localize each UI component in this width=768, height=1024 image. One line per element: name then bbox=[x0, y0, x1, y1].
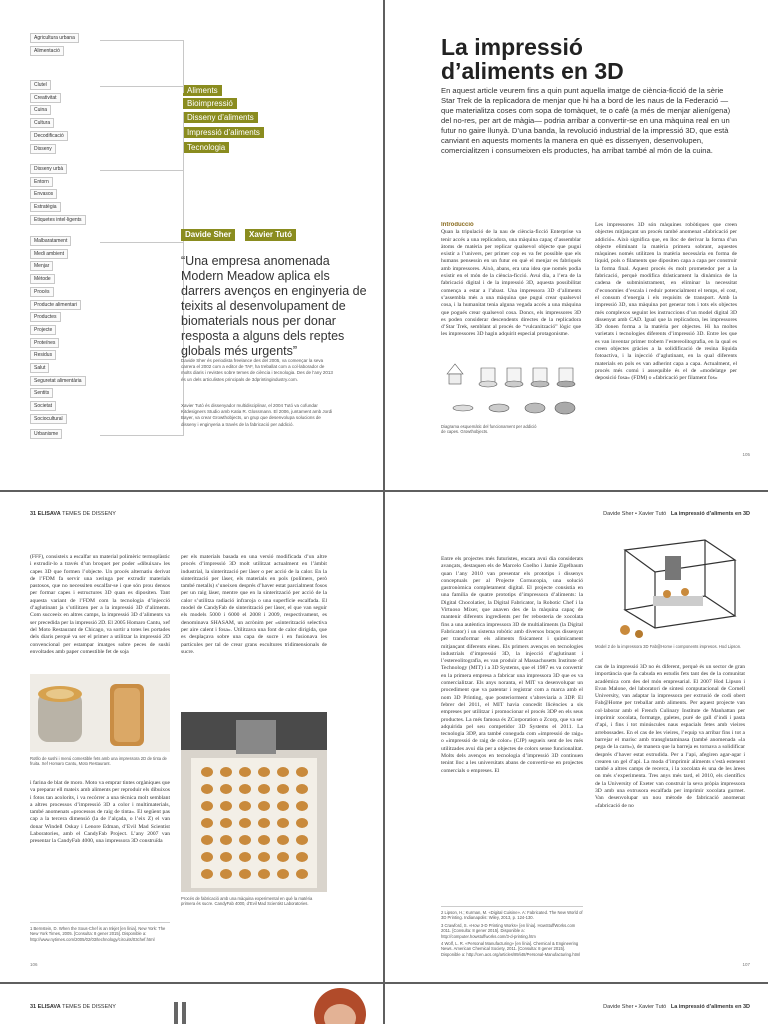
running-head-authors: Davide Sher • Xavier Tutó bbox=[603, 511, 667, 517]
figure-caption-fabathome: Model 2 de la impressora 3D Fab@Home i components impresos. Hod Lipson. bbox=[595, 644, 742, 649]
section-heading: Introducció bbox=[441, 222, 474, 228]
cookie-shape bbox=[296, 869, 308, 879]
cookie-shape bbox=[296, 852, 308, 862]
author-tag-sher: Davide Sher bbox=[181, 229, 235, 241]
figure-caption-candyfab: Procés de fabricació amb una màquina experimental en què la matèria primera és sucre. CandyFab 4000, d’Evil Mad Scientist Laboratories. bbox=[181, 896, 313, 907]
keyword-tag: Societat bbox=[30, 401, 56, 411]
running-head-title: La impressió d’aliments en 3D bbox=[670, 1004, 750, 1010]
body-column-1 bbox=[441, 222, 581, 342]
notes-rule bbox=[441, 906, 583, 907]
page-number: 105 bbox=[742, 452, 750, 457]
cookie-shape bbox=[277, 818, 289, 828]
cookie-shape bbox=[239, 852, 251, 862]
cookie-shape bbox=[220, 818, 232, 828]
cookie-shape bbox=[201, 818, 213, 828]
primary-tag: Disseny d’aliments bbox=[183, 112, 258, 123]
keyword-tag: Medi ambient bbox=[30, 249, 68, 259]
tag-connector bbox=[100, 112, 184, 436]
cookie-shape bbox=[201, 801, 213, 811]
keyword-tag: Productes bbox=[30, 312, 61, 322]
endnote: 4 Wolf, L. R. «Personal Manufacturing» [en línia]. Chemical & Engineering News. American Chemical Society, 2011. [Consulta: 8 gener 2015]. Disponible a: http://cen.acs.org/articles/89/i48/Personal-Manufacturing.html bbox=[441, 941, 581, 957]
author-bio-tuto: Xavier Tutó és dissenyador multidisciplinar, el 2004 Tutó va cofundar Kitdesigners Studio amb Katia R. Glossmann. El 2006, juntament amb Jordi Bayer, va crear Growthobjects, un grup que desenvolupa solucions de disseny i enginyeria a través de la fabricació per addició. bbox=[181, 403, 333, 427]
sushi-photo bbox=[30, 674, 170, 752]
cookie-shape bbox=[258, 767, 270, 777]
body-column-2: per els materials basada en una versió modificada d’un altre procés d’impressió 3D molt utilitzat actualment en l’àmbit industrial, la sinterització per làser o per acció de la calor. En la sinterització per làser, els materials en pols (polímers, però també metalls) s’uneixen després d’haver estat parcialment fosos per un raig làser, mentre que en la sinterització per acció de la calor s’utilitza radiació infraroja o una superfície escalfada. El model de CandyFab de sinterització per làser, el que van seguir els models 5000 i 6000 el 2008 i 2009, respectivament, es denominava SHASAM, un acrònim per «sinterització selectiva per aire calent i fosa». Utilitzava una font de calor dirigida, que es desplaçava sobre una capa de sucre i en fusionava les partícules per tal de crear grans escultures tridimensionals de sucre. bbox=[181, 554, 327, 655]
cookie-shape bbox=[201, 852, 213, 862]
page-next-right bbox=[385, 984, 768, 1024]
running-head-authors: Davide Sher • Xavier Tutó bbox=[603, 1004, 667, 1010]
primary-tag: Bioimpressió bbox=[183, 98, 237, 109]
photo-fragment bbox=[170, 1002, 200, 1024]
running-head-title: La impressió d’aliments en 3D bbox=[670, 511, 750, 517]
cookie-shape bbox=[201, 869, 213, 879]
running-head-section: TEMES DE DISSENY bbox=[62, 511, 116, 517]
page-right-bottom bbox=[385, 492, 768, 982]
keyword-tag: Seguretat alimentària bbox=[30, 376, 86, 386]
body-column-3: i farina de blat de moro. Moto va emprar tintes orgàniques que va preparar ell mateix amb aliments per reproduir els dibuixos i fotos tan acolorits, i va recórrer a una tècnica molt semblant a altres processos d’impressió 3D a color i multimaterials, també anomenats «processos de raig de tinta». El següent pas cap a la tercera dimensió (la de l’alçada, o l’eix Z) el van donar Windell Oskay i Lenore Edman, d’Evil Mad Scientist Laboratories, amb el CandyFab Project. L’any 2007 van presentar la CandyFab 4000, una impressora 3D construïda bbox=[30, 780, 170, 845]
candyfab-photo bbox=[181, 712, 327, 892]
keyword-tag: Proteïnes bbox=[30, 338, 59, 348]
keyword-tag: Residus bbox=[30, 350, 56, 360]
lead-paragraph: En aquest article veurem fins a quin punt aquella imatge de ciència-ficció de la sèrie Star Trek de la replicadora de menjar que hi ha a bord de les naus de la Federació —que materialitza coses com sopa de tomàquet, te o cafè (a més de menjar alienígena) del no-res, per art de màgia— podria arribar a convertir-se en una màquina real en un futur no gaire llunyà. D’una banda, la revolució industrial de la impressió 3D, que està canviant en aquests moments la manera en què es dissenyen, desenvolupen, comercialitzen i consumeixen els productes, ha arribat també al món de la cuina. bbox=[441, 86, 731, 155]
body-column-2: Les impressores 3D són màquines robòtiques que creen objectes mitjançant un procés també anomenat «fabricació per addició». Això significa que, en lloc de derivar la forma d’un objecte eliminant la matèria primera sobrant, aquestes màquines només utilitzen la matèria necessària en forma de líquid, pols o filaments que dipositen capa a capa per construir la forma final. Aquest procés és molt prometedor per a la fabricació, perquè modifica dràsticament la dinàmica de la cadena de subministrament, en eliminar la necessitat d’economies d’escala i reduir potencialment el temps, el cost, el consum d’energia i els requisits de transport. Amb la impressió 3D, una màquina pot generar tots i tots els objectes més complexos seguint les instruccions d’un model digital 3D dissenyat amb CAD. Igual que la replicadora, les impressores 3D donen forma a la matèria per objectes. Hi ha moltes varietats i tecnologies diferents d’impressió 3D. Entre les que es van inventar primer trobem l’estereolitografia, en la qual es creen objectes gràcies a la solidificació de resina líquida fotoactiva, i la injecció d’aglutinant, en la qual diferents materials en pols es van adherint capa a capa. Actualment, el procés més comú i assequible és el de «modelatge per deposició fosa» (FDM) o «fabricació per filament fos» bbox=[595, 222, 737, 382]
cookie-shape bbox=[220, 852, 232, 862]
cookie-shape bbox=[239, 801, 251, 811]
cookie-shape bbox=[277, 852, 289, 862]
running-head bbox=[30, 1004, 116, 1010]
keyword-tag: Cultura bbox=[30, 118, 54, 128]
page-number: 107 bbox=[742, 962, 750, 967]
keyword-tag: Cuina bbox=[30, 105, 51, 115]
primary-tag: Tecnologia bbox=[183, 142, 229, 153]
cookie-shape bbox=[220, 869, 232, 879]
cookie-shape bbox=[296, 767, 308, 777]
keyword-tag: Entorn bbox=[30, 177, 53, 187]
keyword-tag: Producte alimentari bbox=[30, 300, 81, 310]
endnote: 2 Lipson, H.; Kurman, M. «Digital Cuisine». A: Fabricated. The New World of 3D Printing. Indianapolis: Wiley, 2013, p. 124-130. bbox=[441, 910, 583, 921]
cookie-shape bbox=[277, 784, 289, 794]
running-head-section: TEMES DE DISSENY bbox=[62, 1004, 116, 1010]
page-next-left bbox=[0, 984, 383, 1024]
cookie-shape bbox=[277, 869, 289, 879]
author-bio-sher: Davide Sher és periodista freelance des del 2005, va començar la seva carrera el 2002 com a editor de TAF, ha treballat com a col·laborador de molts diaris i revistes sobre temes de ciència i tecnologia. Des de l’any 2013 és un dels articulistes principals de 3dprintingindustry.com. bbox=[181, 358, 333, 382]
keyword-tag: Clutel bbox=[30, 80, 51, 90]
page-right-top bbox=[385, 0, 768, 490]
cookie-shape bbox=[239, 835, 251, 845]
cookie-shape bbox=[296, 784, 308, 794]
cookie-shape bbox=[239, 818, 251, 828]
cookie-shape bbox=[258, 818, 270, 828]
cookie-shape bbox=[239, 767, 251, 777]
cookie-shape bbox=[201, 784, 213, 794]
cookie-shape bbox=[258, 869, 270, 879]
keyword-tag: Procés bbox=[30, 287, 54, 297]
cookie-shape bbox=[258, 835, 270, 845]
keyword-tag: Urbanisme bbox=[30, 429, 62, 439]
cookie-shape bbox=[201, 767, 213, 777]
title-line-1: La impressió bbox=[441, 34, 583, 60]
keyword-tag: Creativitat bbox=[30, 93, 61, 103]
cookie-shape bbox=[258, 852, 270, 862]
body-column-2: cas de la impressió 3D no és diferent, perquè és un sector de gran importància que fa cabuda en estudis fets tant des de la comunitat acadèmica com des del món empresarial. El 2007 Hod Lipson i Evan Malone, del laboratori de síntesi computacional de Cornell University, van adaptar la impressora per extrusió de codi obert Fab@Home per treballar amb aliments. Per aquest projecte van col·laborar amb el French Culinary Institute de Manhattan per imprimir xocolata, formatge, galetes, puré de gall d’indi i pasta d’api, i fins i tot minúscules naus espacials fetes amb vieires arrebossades. En el cas de les vieires, l’equip va arribar fins i tot a barrejar el marisc amb transglutaminasa (també anomenada «la pega de la carn»), de manera que la barreja es tornava a solidificar després d’haver estat extrudida. Per a l’api, afegiren agar-agar i crearen un gel d’api. La moda d’imprimir aliments s’està estenent també a altres camps de recerca, i la xocolata és una de les àrees on més s’experimenta. Tres anys més tard, el 2010, els científics de la University of Exeter van construir la seva pròpia impressora 3D amb una extrusora escalfada per imprimir xocolata gurmet. Van desenvolupar un nou mètode de fabricació anomenat «fabricació de no bbox=[595, 664, 745, 809]
keyword-tag: Menjar bbox=[30, 261, 53, 271]
figure-caption-sushi: Rotllo de sushi i menú comestible fets amb una impressora 2D de tinta de fruita. Xef Homaro Cantu, Moto Restaurant. bbox=[30, 756, 167, 767]
keyword-tag: Sociocultural bbox=[30, 414, 67, 424]
article-title bbox=[441, 35, 624, 83]
body-column-1: Entre els projectes més futuristes, encara avui dia considerats avançats, destaquen els de Marcelo Coelho i Jamie Zigelbaum quan l’any 2010 van presentar els prototips i dissenys conceptuals per al Projecte Cornucopia, una solució gastronòmica completament digital. El projecte consistia en una família de quatre prototips d’impressora d’aliments: la Digital Chocolatier, la Digital Fabricator, la Robotic Chef i la Virtuoso Mixer, que anaven des de la màquina capaç de mantenir diferents ingredients per fer rebosteria de xocolata fins a una autèntica impressora 3D de multialiments (la Digital Fabricator) i un sistema robòtic amb diversos braços dissenyat per transformar els aliments físicament i químicament mitjançant diferents eines. Els primers avenços en tecnologies industrials d’impressió 3D, la injecció d’aglutinant i l’estereolitografia, es van produir al Massachusetts Institute of Technology (MIT) i a 3D Systems, que el 1987 es va convertir en la primera empresa a fabricar una impressora 3D que es va comercialitzar. Els anys noranta, el MIT va desenvolupar un procediment que va patentar i registrar com a marca amb el nom 3D Printing, que posteriorment s’abreviaria a 3DP. El febrer del 2011, el MIT havia concedit llicències a sis empreses per utilitzar i promocionar el procés 3DP en els seus productes. La més famosa és ZCorporation o Zcorp, que va ser adquirida pel seu competidor 3D Systems el 2011. La tecnologia 3DP, ara també coneguda com «impressió de raig» o «impressió de raig de color» (CJP) segueix sent de les més utilitzades avui dia per a objectes de colors sense funcionalitat. Molts dels avenços en tecnologia d’impressió 3D continuen tenint lloc a les universitats abans de convertir-se en projectes comercials o empreses. El bbox=[441, 556, 583, 774]
running-head-journal: 31 ELISAVA bbox=[30, 511, 61, 517]
page-left-bottom bbox=[0, 492, 383, 982]
body-text-1: Quan la tripulació de la nau de ciència-ficció Enterprise va tenir accés a una replicadora, una màquina capaç d’assemblar àtoms de matèria per replicar qualsevol objecte que pugui existir a l’univers, per primer cop es va fer possible que els humans pensessin en un futur en què el menjar es fabriqués amb impressores. Això, abans, era una idea que només podia existir en el món de la ciència-ficció. Avui dia, a l’era de la fabricació digital i de la impressió 3D, aquesta possibilitat comença a estar a l’abast. Una impressora 3D d’aliments s’assembla més a una màquina que pugui crear qualsevol cosa, i la humanitat tenia alguna vegada accés a una màquina que pogués crear qualsevol cosa. Doncs, els impressores 3D es poden considerar descendents directes de la replicadora d’Star Trek, semblant al procés de “vulcanització” lògic que les impressores 3D hagin adquirit especial protagonisme. bbox=[441, 229, 581, 338]
cookie-shape bbox=[296, 835, 308, 845]
pull-quote: “Una empresa anomenada Modern Meadow aplica els darrers avenços en enginyeria de teixits al desenvolupament de biomaterials nous per donar resposta a alguns dels reptes globals més urgents” bbox=[181, 254, 367, 358]
endnote: 3 Crawford, S. «How 3-D Printing Works» [en línia]. HowStuffWorks.com 2011. [Consulta: 8 gener 2015]. Disponible a: http://computer.howstuffworks.com/3-d-printing.htm bbox=[441, 922, 576, 939]
cookie-shape bbox=[239, 869, 251, 879]
keyword-tag: Decodificació bbox=[30, 131, 68, 141]
keyword-tag: Mètode bbox=[30, 274, 55, 284]
keyword-tag: Disseny urbà bbox=[30, 164, 67, 174]
endnotes bbox=[441, 910, 583, 959]
running-head bbox=[603, 511, 750, 517]
keyword-tag: Agricultura urbana bbox=[30, 33, 79, 43]
cookie-shape bbox=[220, 835, 232, 845]
primary-tag: Impressió d’aliments bbox=[183, 127, 264, 138]
keyword-tag: Etiquetes intel·ligents bbox=[30, 215, 86, 225]
primary-tag: Aliments bbox=[183, 85, 222, 96]
keyword-tag: Envasos bbox=[30, 189, 57, 199]
footnote: 1 Bernstein, D. When the Sous-Chef is an Inkjet [en línia]. New York: The New York Times, 2005. [Consulta: 8 gener 2015]. Disponible a: http://www.nytimes.com/2005/02/03/technology/circuits/03chef.html bbox=[30, 926, 166, 942]
cookie-shape bbox=[277, 767, 289, 777]
keyword-tag: Sentits bbox=[30, 388, 53, 398]
title-line-2: d’aliments en 3D bbox=[441, 58, 624, 84]
cookie-shape bbox=[296, 801, 308, 811]
portrait-fragment bbox=[300, 984, 370, 1024]
cookie-shape bbox=[277, 801, 289, 811]
author-tag-tuto: Xavier Tutó bbox=[245, 229, 296, 241]
cookie-shape bbox=[258, 784, 270, 794]
keyword-tag: Alimentació bbox=[30, 46, 64, 56]
cookie-shape bbox=[258, 801, 270, 811]
keyword-tag: Salut bbox=[30, 363, 49, 373]
cookie-shape bbox=[277, 835, 289, 845]
cookie-shape bbox=[201, 835, 213, 845]
body-column-1: (FFF), consisteix a escalfar un material polimèric termoplàstic i extrudir-lo a través d’un broquet per poder «dibuixar» les capes 3D que formen l’objecte. Un procés alternatiu derivat de l’FDM fa servir una xeringa per extrudir materials pastosos, que no necessiten escalfar-se i que són prou densos per formar capes i estructures 3D quan es dipositen. Tant aquesta variant de l’FDM com la tecnologia d’injecció d’aglutinant ja s’utilitzen per a la impressió 3D d’aliments. Com succeeix en altres camps, la impressió 3D d’aliments va ser precedida per la impressió 2D. El 2005 Homaro Cantu, xef del Moto Restaurant de Chicago, va sortir a totes les portades dels diaris perquè va ser el primer a utilitzar la impressió 2D convencional per estampar imatges sobre peces de sushi envoltades amb paper comestible fet de soja bbox=[30, 554, 170, 655]
page-left-top bbox=[0, 0, 383, 490]
keyword-tag: Projecte bbox=[30, 325, 56, 335]
running-head bbox=[603, 1004, 750, 1010]
cookie-shape bbox=[220, 801, 232, 811]
keyword-tag: Malbaratament bbox=[30, 236, 71, 246]
fabathome-photo bbox=[595, 530, 745, 640]
footnote-rule bbox=[30, 922, 170, 923]
cookie-shape bbox=[220, 784, 232, 794]
cookie-shape bbox=[220, 767, 232, 777]
keyword-tag: Disseny bbox=[30, 144, 56, 154]
layer-diagram-figure bbox=[441, 350, 581, 420]
running-head-journal: 31 ELISAVA bbox=[30, 1004, 61, 1010]
tag-connector bbox=[100, 86, 184, 93]
running-head bbox=[30, 511, 116, 517]
page-number: 106 bbox=[30, 962, 38, 967]
keyword-tag: Estratègia bbox=[30, 202, 61, 212]
cookie-shape bbox=[296, 818, 308, 828]
cookie-shape bbox=[239, 784, 251, 794]
figure-caption-1: Diagrama esquemàtic del funcionament per addició de capes. Growthobjects. bbox=[441, 424, 537, 435]
